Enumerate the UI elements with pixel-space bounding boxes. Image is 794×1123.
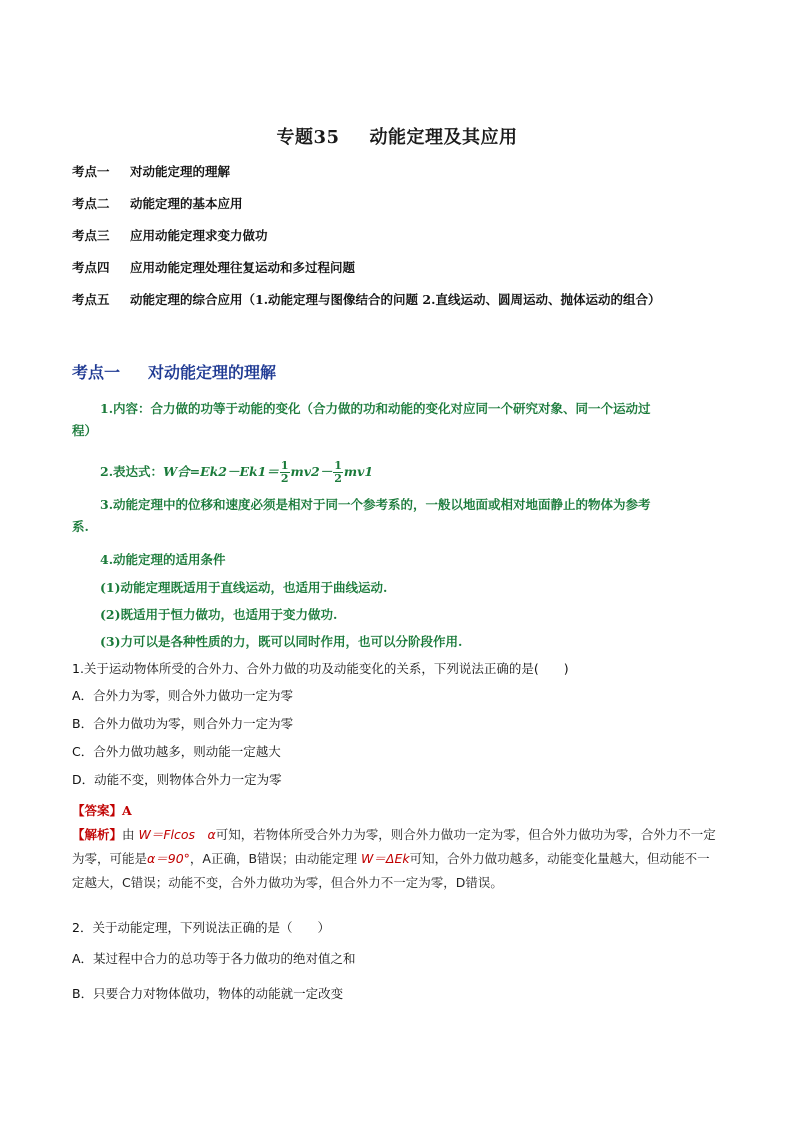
topic-text: 应用动能定理处理往复运动和多过程问题 [130, 260, 356, 275]
topic-item [72, 164, 660, 196]
fraction-denominator: 2 [280, 472, 289, 485]
explanation-formula: α＝90° [147, 851, 190, 866]
topic-num: 考点三 [72, 228, 110, 243]
question-2-option-b: B．只要合力对物体做功，物体的动能就一定改变 [72, 986, 344, 1001]
explanation-formula: W＝Flcos α [138, 827, 216, 842]
topic-list [72, 164, 660, 324]
formula-lhs: W合=Ek2－Ek1＝ [163, 464, 279, 479]
section-text: 对动能定理的理解 [148, 363, 277, 382]
point-3-line-1: 3.动能定理中的位移和速度必须是相对于同一个参考系的，一般以地面或相对地面静止的物体为参考 [100, 497, 651, 512]
point-3-line-2: 系. [72, 519, 89, 534]
answer-label: 【答案】 [72, 803, 123, 818]
explanation-text: ，A正确，B错误；由动能定理 [189, 851, 362, 866]
condition-2: (2)既适用于恒力做功，也适用于变力做功. [100, 607, 338, 622]
topic-text: 动能定理的综合应用（1.动能定理与图像结合的问题 2.直线运动、圆周运动、抛体运动的组合） [130, 292, 661, 307]
question-2-option-a: A．某过程中合力的总功等于各力做功的绝对值之和 [72, 951, 356, 966]
answer-value: A [122, 803, 132, 818]
fraction-half [280, 460, 290, 485]
topic-item [72, 260, 660, 292]
explanation-text: 可知，若物体所受合外力为零，则合外力做功一定为零，但合外力做功为零，合外力不一定为零，可能是 [72, 827, 716, 866]
fraction-numerator: 1 [334, 459, 342, 472]
question-1-option-d: D．动能不变，则物体合外力一定为零 [72, 772, 282, 787]
question-1-option-c: C．合外力做功越多，则动能一定越大 [72, 744, 281, 759]
topic-num: 考点一 [72, 164, 110, 179]
topic-text: 动能定理的基本应用 [130, 196, 243, 211]
topic-num: 考点五 [72, 292, 110, 307]
explanation-text: 可知，合外力做功越多，动能变化量越大，但动能不一定越大，C错误；动能不变，合外力做功为零，但合外力不一定为零，D错误。 [72, 851, 710, 890]
answer-line [72, 801, 132, 819]
point-1-line-1: 1.内容：合力做的功等于动能的变化（合力做的功和动能的变化对应同一个研究对象、同一个运动过 [100, 401, 651, 416]
topic-item [72, 196, 660, 228]
point-reference-frame [72, 494, 730, 538]
explanation-label: 【解析】 [72, 827, 123, 842]
fraction-numerator: 1 [280, 459, 289, 472]
point-1-line-2: 程） [72, 423, 98, 438]
formula-term-2: mv2 [290, 464, 320, 479]
fraction-denominator: 2 [334, 472, 342, 485]
explanation-formula: W＝ΔEk [361, 851, 410, 866]
explanation [72, 823, 722, 895]
formula-label: 2.表达式： [100, 464, 164, 479]
question-1-option-b: B．合外力做功为零，则合外力一定为零 [72, 716, 294, 731]
topic-num: 考点二 [72, 196, 110, 211]
fraction-half [333, 460, 343, 485]
point-content [72, 398, 730, 442]
section-heading [72, 360, 276, 383]
topic-text: 对动能定理的理解 [130, 164, 231, 179]
question-2-stem: 2．关于动能定理，下列说法正确的是（ ） [72, 920, 330, 935]
condition-3: (3)力可以是各种性质的力，既可以同时作用，也可以分阶段作用. [100, 634, 463, 649]
question-1-option-a: A．合外力为零，则合外力做功一定为零 [72, 688, 294, 703]
title-text: 动能定理及其应用 [369, 127, 518, 148]
point-conditions: 4.动能定理的适用条件 [100, 552, 226, 567]
topic-num: 考点四 [72, 260, 110, 275]
question-1-stem: 1.关于运动物体所受的合外力、合外力做的功及动能变化的关系，下列说法正确的是( ) [72, 661, 569, 676]
point-formula [100, 460, 373, 485]
explanation-text: 由 [122, 827, 139, 842]
section-num: 考点一 [72, 363, 121, 382]
formula-term-1: mv1 [343, 464, 374, 479]
topic-text: 应用动能定理求变力做功 [130, 228, 268, 243]
topic-item [72, 228, 660, 260]
title-number: 专题35 [276, 127, 340, 148]
condition-1: (1)动能定理既适用于直线运动，也适用于曲线运动. [100, 580, 388, 595]
topic-item [72, 292, 660, 324]
page-title [0, 123, 794, 149]
formula-minus: － [319, 464, 333, 479]
